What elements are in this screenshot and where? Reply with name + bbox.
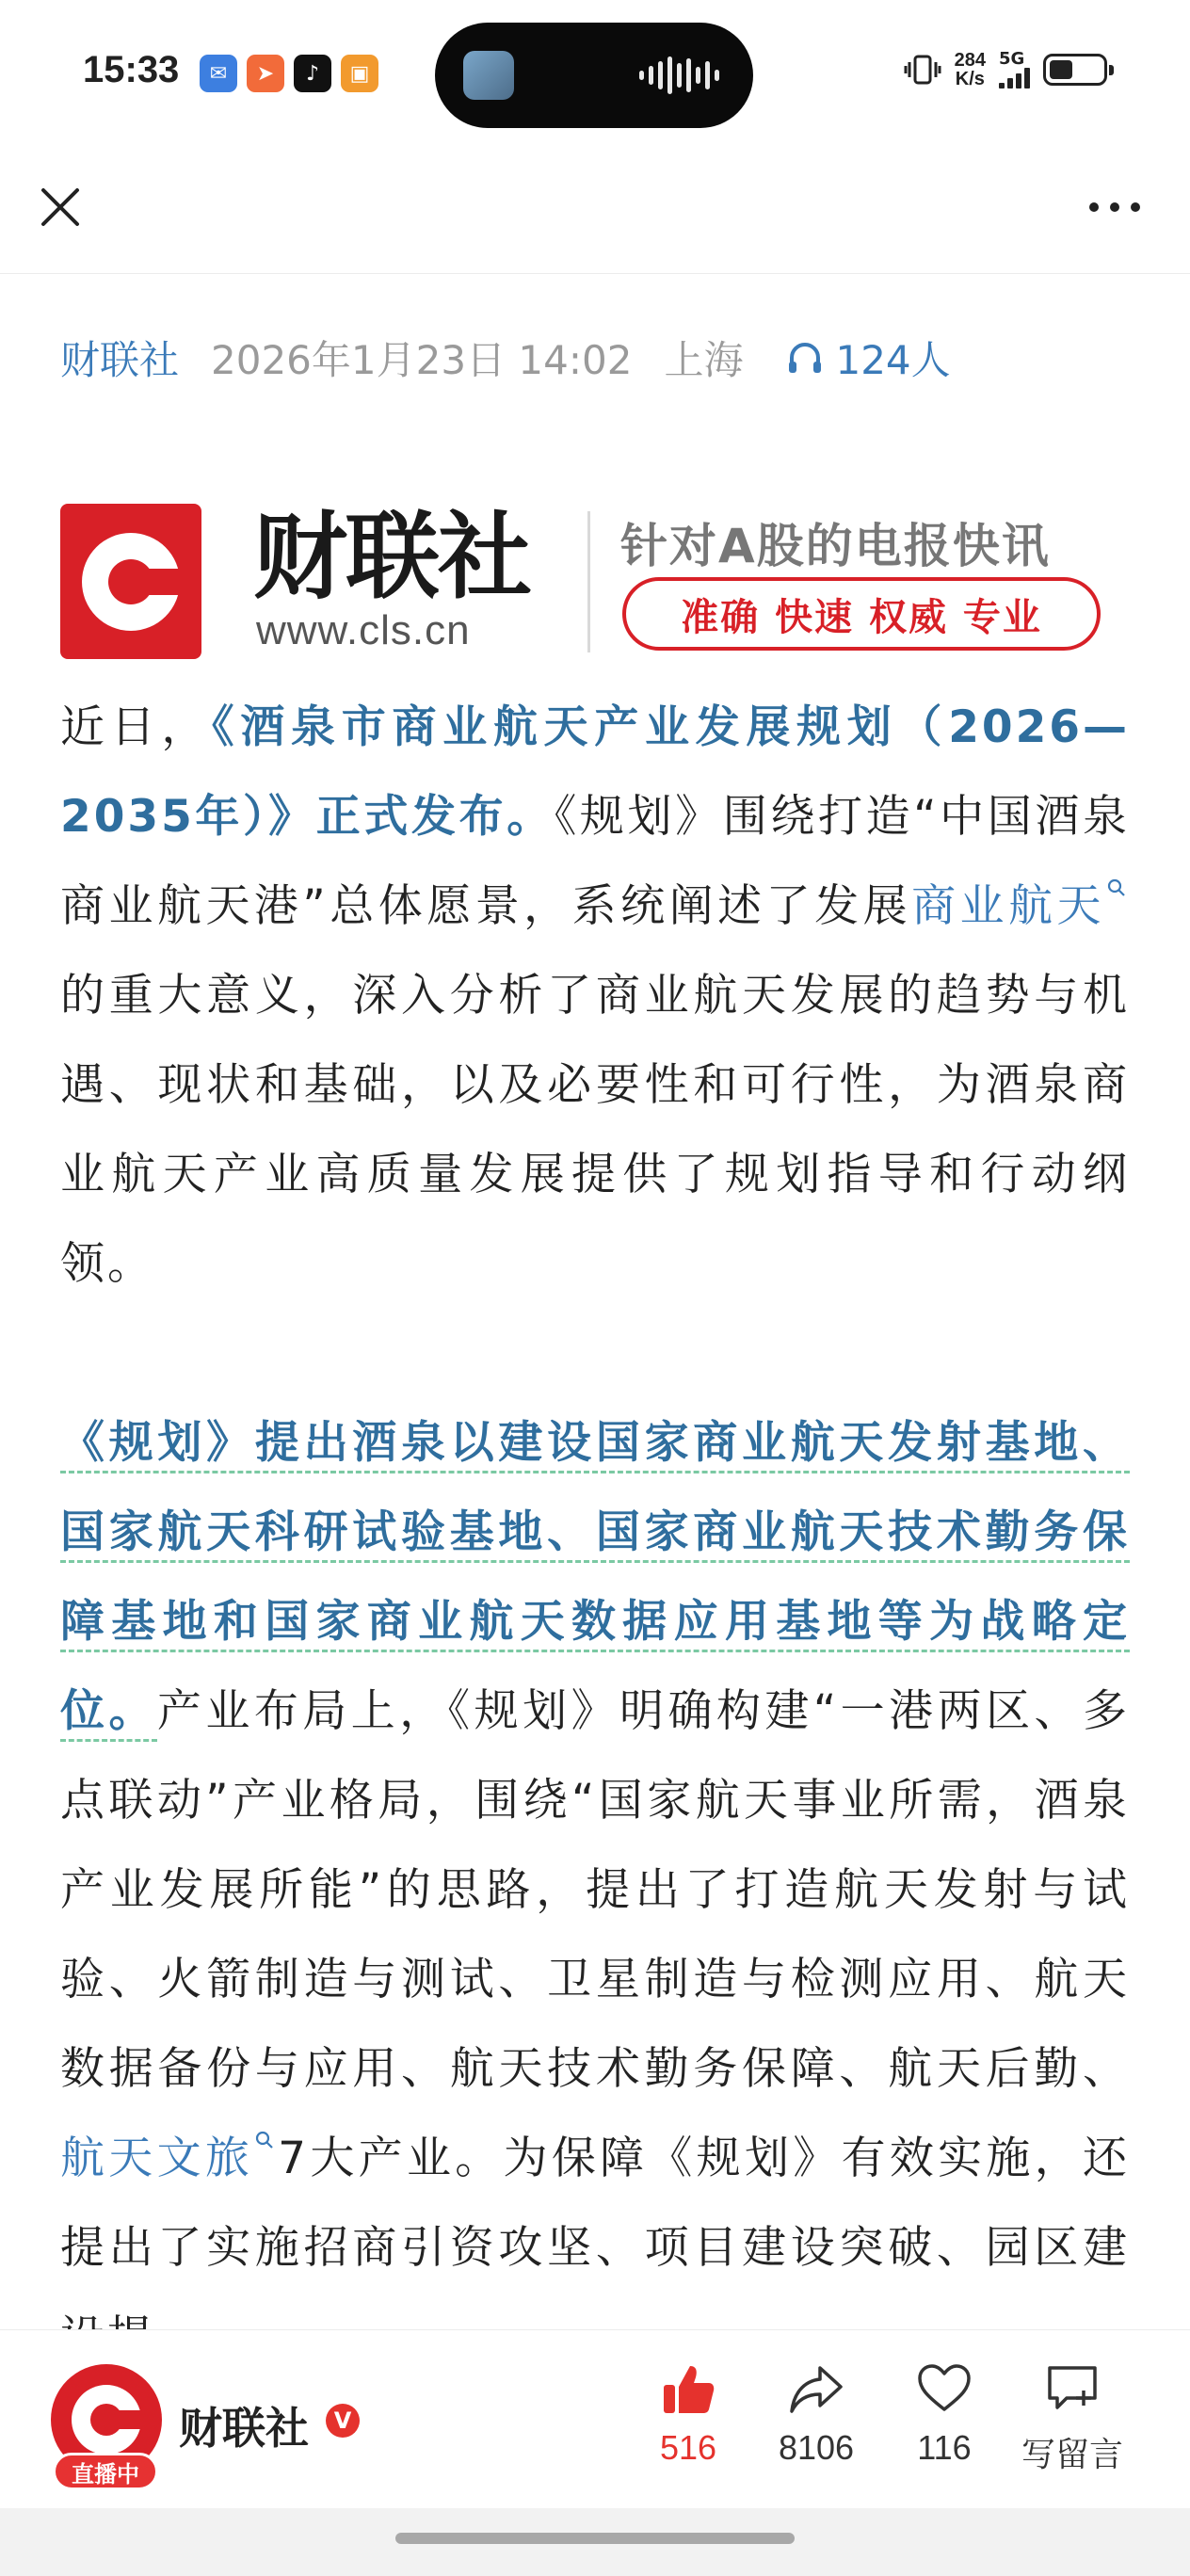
favorite-count: 116: [917, 2428, 972, 2467]
home-indicator-area: [0, 2508, 1190, 2576]
battery-fill: [1050, 60, 1072, 79]
p2-text-1: 产业布局上，《规划》明确构建“一港两区、多点联动”产业格局，围绕“国家航天事业所需，酒泉产业发展所能”的思路，提出了打造航天发射与试验、火箭制造与测试、卫星制造与检测应用、航天数据备份与应用、航天技术勤务保障、航天后勤、: [60, 1685, 1130, 2095]
banner-divider: [587, 511, 590, 652]
publish-date: 2026年1月23日 14:02: [211, 337, 633, 383]
tiktok-app-icon: ♪: [294, 55, 331, 92]
p1-highlight: 《酒泉市商业航天产业发展规划（2026—2035年）》正式发布。: [60, 701, 1131, 843]
p1-text-2: 的重大意义，深入分析了商业航天发展的趋势与机遇、现状和基础，以及必要性和可行性，为酒泉商业航天产业高质量发展提供了规划指导和行动纲领。: [60, 970, 1130, 1290]
cellular-signal: [999, 51, 1030, 89]
banner-url: www.cls.cn: [256, 607, 471, 653]
status-right: [904, 51, 1107, 89]
write-comment-button[interactable]: [1011, 2359, 1134, 2476]
status-bar: [0, 0, 1190, 141]
notification-icons: [200, 55, 378, 92]
feishu-app-icon: ➤: [247, 55, 284, 92]
p1-text-1: 《规划》围绕打造“中国酒泉商业航天港”总体愿景，系统阐述了发展: [60, 791, 1130, 932]
share-count: 8106: [778, 2428, 855, 2467]
headphones-icon: [784, 337, 826, 378]
more-icon: [1086, 200, 1143, 215]
home-indicator[interactable]: [395, 2533, 795, 2544]
banner-tags: 准确 快速 权威 专业: [622, 577, 1101, 651]
listener-count: 124人: [835, 337, 951, 383]
bottom-action-bar: [0, 2329, 1190, 2509]
paragraph-2: [60, 1398, 1130, 2382]
favorite-button[interactable]: [883, 2359, 1005, 2468]
signal-bars-icon: [999, 68, 1030, 89]
media-thumbnail-icon: [463, 51, 514, 100]
p1-lead: 近日，: [60, 701, 213, 753]
account-name[interactable]: 财联社: [179, 2403, 309, 2454]
close-icon: [38, 185, 83, 230]
cls-logo-icon: [60, 504, 201, 659]
heart-icon: [914, 2359, 974, 2419]
dynamic-island[interactable]: [435, 23, 753, 128]
keyword-search-icon[interactable]: [255, 2131, 274, 2149]
audio-wave-icon: [639, 56, 719, 94]
keyword-link-commercial-space[interactable]: 商业航天: [911, 880, 1105, 932]
close-button[interactable]: [28, 175, 92, 239]
cls-banner-image: [60, 494, 1130, 673]
net-speed-unit: K/s: [955, 69, 985, 89]
net-speed-value: 284: [954, 50, 986, 71]
like-button[interactable]: [627, 2359, 749, 2468]
battery-icon: [1043, 54, 1107, 86]
p2-text-2: 7大产业。为保障《规划》有效实施，还提出了实施招商引资攻坚、项目建设突破、园区建: [60, 2133, 1131, 2274]
more-button[interactable]: [1077, 175, 1152, 239]
publish-location: 上海: [664, 337, 744, 383]
share-button[interactable]: [755, 2359, 877, 2468]
nav-bar: [0, 141, 1190, 274]
banner-slogan: 针对A股的电报快讯: [620, 519, 1051, 573]
net-speed: [955, 51, 986, 89]
vibrate-icon: [904, 53, 941, 87]
calendar-app-icon: ✉: [200, 55, 237, 92]
thumbs-up-icon: [658, 2359, 718, 2419]
write-comment-label: 写留言: [1021, 2435, 1123, 2473]
wallet-app-icon: ▣: [341, 55, 378, 92]
keyword-link-space-tourism[interactable]: 航天文旅: [60, 2133, 254, 2184]
network-type: 5G: [999, 49, 1025, 69]
verified-badge: V: [326, 2404, 360, 2438]
live-badge[interactable]: 直播中: [53, 2453, 158, 2490]
comment-add-icon: [1042, 2359, 1102, 2419]
p2-highlight: 《规划》提出酒泉以建设国家商业航天发射基地、国家航天科研试验基地、国家商业航天技术勤务保障基地和国家商业航天数据应用基地等为战略定位。: [60, 1417, 1130, 1742]
banner-brand: 财联社: [253, 502, 530, 612]
source-link[interactable]: 财联社: [60, 337, 180, 383]
keyword-search-icon[interactable]: [1107, 878, 1126, 897]
paragraph-1: [60, 683, 1130, 1309]
status-time: 15:33: [83, 49, 180, 90]
article-body: [60, 683, 1130, 2382]
article-meta: [60, 330, 951, 386]
listen-button[interactable]: [784, 330, 950, 386]
share-icon: [786, 2359, 846, 2419]
like-count: 516: [659, 2428, 717, 2467]
